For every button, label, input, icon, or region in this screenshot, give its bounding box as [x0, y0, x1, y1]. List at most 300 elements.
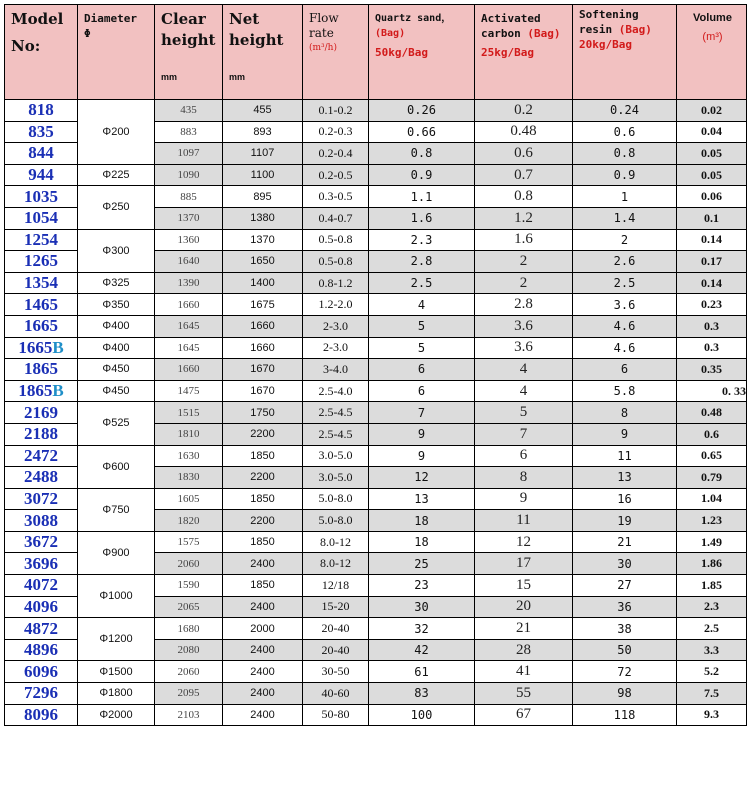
activated-carbon-cell: 0.7 — [475, 164, 573, 186]
model-cell — [5, 423, 78, 445]
header-flow-unit: (m³/h) — [309, 43, 337, 53]
header-net-unit: mm — [229, 72, 246, 82]
net-height-cell: 895 — [223, 186, 303, 208]
header-quartz-unit: (Bag) — [375, 28, 406, 39]
softening-resin-cell: 9 — [573, 423, 677, 445]
softening-resin-cell: 50 — [573, 639, 677, 661]
activated-carbon-cell: 0.8 — [475, 186, 573, 208]
header-softening-line2: resin — [579, 23, 613, 36]
header-activated-weight: 25kg/Bag — [481, 46, 534, 59]
model-number: 844 — [28, 143, 54, 163]
volume-cell: 1.85 — [677, 575, 747, 597]
net-height-cell: 1107 — [223, 143, 303, 165]
flow-rate-cell: 1.2-2.0 — [303, 294, 369, 316]
activated-carbon-cell: 1.2 — [475, 207, 573, 229]
net-height-cell: 1750 — [223, 402, 303, 424]
flow-rate-cell: 0.5-0.8 — [303, 251, 369, 273]
net-height-cell: 1850 — [223, 488, 303, 510]
clear-height-cell: 1680 — [155, 618, 223, 640]
volume-cell: 0.02 — [677, 100, 747, 122]
clear-height-cell: 1645 — [155, 315, 223, 337]
table-row — [5, 272, 747, 294]
diameter-cell: Φ1200 — [78, 618, 155, 661]
clear-height-cell: 435 — [155, 100, 223, 122]
volume-cell: 0.79 — [677, 467, 747, 489]
model-number: 1354 — [24, 273, 58, 293]
diameter-cell: Φ350 — [78, 294, 155, 316]
quartz-sand-cell: 18 — [369, 531, 475, 553]
activated-carbon-cell: 2 — [475, 272, 573, 294]
model-cell — [5, 186, 78, 208]
net-height-cell: 455 — [223, 100, 303, 122]
header-activated-unit: (Bag) — [527, 27, 561, 40]
flow-rate-cell: 50-80 — [303, 704, 369, 726]
header-model-line1: Model — [11, 10, 64, 28]
header-activated-line2: carbon — [481, 27, 521, 40]
activated-carbon-cell: 7 — [475, 423, 573, 445]
model-suffix: B — [52, 337, 64, 357]
softening-resin-cell: 38 — [573, 618, 677, 640]
flow-rate-cell: 0.2-0.3 — [303, 121, 369, 143]
table-row — [5, 100, 747, 122]
flow-rate-cell: 40-60 — [303, 683, 369, 705]
softening-resin-cell: 13 — [573, 467, 677, 489]
net-height-cell: 1850 — [223, 445, 303, 467]
model-number: 4096 — [24, 596, 58, 616]
clear-height-cell: 1475 — [155, 380, 223, 402]
model-cell — [5, 553, 78, 575]
table-row — [5, 575, 747, 597]
diameter-cell: Φ1000 — [78, 575, 155, 618]
header-diameter-line1: Diameter — [84, 12, 137, 25]
flow-rate-cell: 20-40 — [303, 639, 369, 661]
header-volume-line1: Volume — [693, 12, 732, 24]
net-height-cell: 2200 — [223, 467, 303, 489]
flow-rate-cell: 0.2-0.4 — [303, 143, 369, 165]
header-flow-line2: rate — [309, 26, 334, 40]
flow-rate-cell: 12/18 — [303, 575, 369, 597]
activated-carbon-cell: 15 — [475, 575, 573, 597]
softening-resin-cell: 2.5 — [573, 272, 677, 294]
flow-rate-cell: 2-3.0 — [303, 337, 369, 359]
activated-carbon-cell: 0.48 — [475, 121, 573, 143]
activated-carbon-cell: 21 — [475, 618, 573, 640]
quartz-sand-cell: 1.1 — [369, 186, 475, 208]
spec-table-container — [4, 4, 746, 796]
table-row — [5, 359, 747, 381]
softening-resin-cell: 1.4 — [573, 207, 677, 229]
volume-cell: 0.6 — [677, 423, 747, 445]
clear-height-cell: 2065 — [155, 596, 223, 618]
flow-rate-cell: 30-50 — [303, 661, 369, 683]
model-number: 818 — [28, 100, 54, 120]
header-flow-rate — [303, 5, 369, 100]
softening-resin-cell: 4.6 — [573, 337, 677, 359]
model-number: 3088 — [24, 510, 58, 530]
quartz-sand-cell: 32 — [369, 618, 475, 640]
model-cell — [5, 380, 78, 402]
model-number: 1865 — [18, 381, 53, 401]
diameter-cell: Φ600 — [78, 445, 155, 488]
clear-height-cell: 1645 — [155, 337, 223, 359]
diameter-cell: Φ450 — [78, 380, 155, 402]
header-clear-unit: mm — [161, 72, 178, 82]
model-cell — [5, 143, 78, 165]
model-cell — [5, 229, 78, 251]
softening-resin-cell: 98 — [573, 683, 677, 705]
flow-rate-cell: 15-20 — [303, 596, 369, 618]
header-activated-line1: Activated — [481, 12, 541, 25]
quartz-sand-cell: 1.6 — [369, 207, 475, 229]
quartz-sand-cell: 100 — [369, 704, 475, 726]
clear-height-cell: 1660 — [155, 359, 223, 381]
model-number: 2188 — [24, 424, 58, 444]
volume-cell: 1.49 — [677, 531, 747, 553]
model-cell — [5, 596, 78, 618]
model-cell — [5, 402, 78, 424]
model-cell — [5, 661, 78, 683]
quartz-sand-cell: 2.8 — [369, 251, 475, 273]
table-row — [5, 445, 747, 467]
model-number: 4896 — [24, 640, 58, 660]
softening-resin-cell: 16 — [573, 488, 677, 510]
activated-carbon-cell: 12 — [475, 531, 573, 553]
flow-rate-cell: 0.2-0.5 — [303, 164, 369, 186]
diameter-cell: Φ225 — [78, 164, 155, 186]
activated-carbon-cell: 0.6 — [475, 143, 573, 165]
table-row — [5, 315, 747, 337]
net-height-cell: 1100 — [223, 164, 303, 186]
header-softening-unit: (Bag) — [618, 23, 652, 36]
quartz-sand-cell: 2.5 — [369, 272, 475, 294]
model-number: 8096 — [24, 704, 58, 724]
activated-carbon-cell: 8 — [475, 467, 573, 489]
volume-cell: 5.2 — [677, 661, 747, 683]
clear-height-cell: 2060 — [155, 661, 223, 683]
quartz-sand-cell: 42 — [369, 639, 475, 661]
quartz-sand-cell: 30 — [369, 596, 475, 618]
flow-rate-cell: 0.1-0.2 — [303, 100, 369, 122]
volume-cell: 0.3 — [677, 337, 747, 359]
model-cell — [5, 100, 78, 122]
volume-cell: 7.5 — [677, 683, 747, 705]
flow-rate-cell: 0.3-0.5 — [303, 186, 369, 208]
softening-resin-cell: 4.6 — [573, 315, 677, 337]
flow-rate-cell: 3.0-5.0 — [303, 445, 369, 467]
quartz-sand-cell: 23 — [369, 575, 475, 597]
net-height-cell: 2400 — [223, 683, 303, 705]
diameter-cell: Φ450 — [78, 359, 155, 381]
clear-height-cell: 2103 — [155, 704, 223, 726]
quartz-sand-cell: 5 — [369, 337, 475, 359]
table-row — [5, 618, 747, 640]
volume-cell: 0. 33 — [677, 380, 747, 402]
header-quartz — [369, 5, 475, 100]
model-cell — [5, 531, 78, 553]
net-height-cell: 1400 — [223, 272, 303, 294]
model-number: 2169 — [24, 402, 58, 422]
softening-resin-cell: 0.9 — [573, 164, 677, 186]
model-cell — [5, 510, 78, 532]
quartz-sand-cell: 5 — [369, 315, 475, 337]
net-height-cell: 1670 — [223, 359, 303, 381]
header-quartz-line1: Quartz sand， — [375, 13, 452, 24]
softening-resin-cell: 72 — [573, 661, 677, 683]
activated-carbon-cell: 2.8 — [475, 294, 573, 316]
table-row — [5, 661, 747, 683]
header-net-line2: height — [229, 31, 284, 49]
quartz-sand-cell: 9 — [369, 445, 475, 467]
activated-carbon-cell: 20 — [475, 596, 573, 618]
clear-height-cell: 1605 — [155, 488, 223, 510]
activated-carbon-cell: 2 — [475, 251, 573, 273]
header-quartz-weight: 50kg/Bag — [375, 46, 428, 59]
flow-rate-cell: 2.5-4.0 — [303, 380, 369, 402]
softening-resin-cell: 8 — [573, 402, 677, 424]
quartz-sand-cell: 0.26 — [369, 100, 475, 122]
activated-carbon-cell: 9 — [475, 488, 573, 510]
clear-height-cell: 1370 — [155, 207, 223, 229]
clear-height-cell: 1390 — [155, 272, 223, 294]
table-body — [5, 100, 747, 726]
activated-carbon-cell: 3.6 — [475, 315, 573, 337]
diameter-cell: Φ750 — [78, 488, 155, 531]
net-height-cell: 893 — [223, 121, 303, 143]
header-model-line2: No: — [11, 37, 41, 55]
quartz-sand-cell: 0.66 — [369, 121, 475, 143]
softening-resin-cell: 0.8 — [573, 143, 677, 165]
activated-carbon-cell: 5 — [475, 402, 573, 424]
header-clear-line1: Clear — [161, 10, 206, 28]
softening-resin-cell: 0.6 — [573, 121, 677, 143]
model-number: 3072 — [24, 488, 58, 508]
header-net-line1: Net — [229, 10, 260, 28]
quartz-sand-cell: 12 — [369, 467, 475, 489]
volume-cell: 2.3 — [677, 596, 747, 618]
flow-rate-cell: 8.0-12 — [303, 553, 369, 575]
flow-rate-cell: 0.8-1.2 — [303, 272, 369, 294]
volume-cell: 0.65 — [677, 445, 747, 467]
model-number: 944 — [28, 165, 54, 185]
header-activated — [475, 5, 573, 100]
model-cell — [5, 207, 78, 229]
model-number: 7296 — [24, 683, 58, 703]
diameter-cell: Φ2000 — [78, 704, 155, 726]
flow-rate-cell: 3.0-5.0 — [303, 467, 369, 489]
model-cell — [5, 337, 78, 359]
model-cell — [5, 164, 78, 186]
net-height-cell: 1380 — [223, 207, 303, 229]
quartz-sand-cell: 7 — [369, 402, 475, 424]
net-height-cell: 1660 — [223, 315, 303, 337]
clear-height-cell: 1360 — [155, 229, 223, 251]
model-cell — [5, 359, 78, 381]
model-cell — [5, 683, 78, 705]
softening-resin-cell: 2.6 — [573, 251, 677, 273]
activated-carbon-cell: 1.6 — [475, 229, 573, 251]
quartz-sand-cell: 9 — [369, 423, 475, 445]
clear-height-cell: 1810 — [155, 423, 223, 445]
model-suffix: B — [52, 381, 64, 401]
net-height-cell: 1850 — [223, 531, 303, 553]
header-diameter — [78, 5, 155, 100]
model-number: 3696 — [24, 553, 58, 573]
quartz-sand-cell: 18 — [369, 510, 475, 532]
activated-carbon-cell: 17 — [475, 553, 573, 575]
volume-cell: 2.5 — [677, 618, 747, 640]
clear-height-cell: 1097 — [155, 143, 223, 165]
diameter-cell: Φ200 — [78, 100, 155, 165]
volume-cell: 0.23 — [677, 294, 747, 316]
activated-carbon-cell: 6 — [475, 445, 573, 467]
table-row — [5, 294, 747, 316]
volume-cell: 0.17 — [677, 251, 747, 273]
net-height-cell: 1650 — [223, 251, 303, 273]
net-height-cell: 2200 — [223, 510, 303, 532]
volume-cell: 3.3 — [677, 639, 747, 661]
flow-rate-cell: 8.0-12 — [303, 531, 369, 553]
table-row — [5, 164, 747, 186]
header-softening-line1: Softening — [579, 8, 639, 21]
net-height-cell: 1370 — [223, 229, 303, 251]
quartz-sand-cell: 0.8 — [369, 143, 475, 165]
header-diameter-line2: Φ — [84, 27, 91, 40]
volume-cell: 9.3 — [677, 704, 747, 726]
activated-carbon-cell: 0.2 — [475, 100, 573, 122]
volume-cell: 0.05 — [677, 143, 747, 165]
model-number: 1054 — [24, 208, 58, 228]
table-row — [5, 186, 747, 208]
diameter-cell: Φ400 — [78, 337, 155, 359]
volume-cell: 0.3 — [677, 315, 747, 337]
model-cell — [5, 272, 78, 294]
clear-height-cell: 1640 — [155, 251, 223, 273]
quartz-sand-cell: 25 — [369, 553, 475, 575]
quartz-sand-cell: 13 — [369, 488, 475, 510]
diameter-cell: Φ400 — [78, 315, 155, 337]
net-height-cell: 1670 — [223, 380, 303, 402]
flow-rate-cell: 3-4.0 — [303, 359, 369, 381]
header-clear-line2: height — [161, 31, 216, 49]
softening-resin-cell: 5.8 — [573, 380, 677, 402]
volume-cell: 1.04 — [677, 488, 747, 510]
clear-height-cell: 883 — [155, 121, 223, 143]
model-number: 3672 — [24, 532, 58, 552]
flow-rate-cell: 2-3.0 — [303, 315, 369, 337]
volume-cell: 0.48 — [677, 402, 747, 424]
table-row — [5, 337, 747, 359]
model-cell — [5, 618, 78, 640]
model-number: 2488 — [24, 467, 58, 487]
table-row — [5, 704, 747, 726]
model-cell — [5, 575, 78, 597]
volume-cell: 0.14 — [677, 272, 747, 294]
softening-resin-cell: 11 — [573, 445, 677, 467]
model-cell — [5, 488, 78, 510]
softening-resin-cell: 21 — [573, 531, 677, 553]
header-softening — [573, 5, 677, 100]
header-clear-height — [155, 5, 223, 100]
clear-height-cell: 1515 — [155, 402, 223, 424]
clear-height-cell: 1660 — [155, 294, 223, 316]
header-volume — [677, 5, 747, 100]
net-height-cell: 2400 — [223, 639, 303, 661]
flow-rate-cell: 5.0-8.0 — [303, 510, 369, 532]
quartz-sand-cell: 83 — [369, 683, 475, 705]
model-cell — [5, 315, 78, 337]
diameter-cell: Φ900 — [78, 531, 155, 574]
volume-cell: 1.86 — [677, 553, 747, 575]
quartz-sand-cell: 6 — [369, 359, 475, 381]
model-number: 2472 — [24, 445, 58, 465]
clear-height-cell: 885 — [155, 186, 223, 208]
diameter-cell: Φ525 — [78, 402, 155, 445]
activated-carbon-cell: 3.6 — [475, 337, 573, 359]
model-number: 1665 — [18, 337, 53, 357]
volume-cell: 0.1 — [677, 207, 747, 229]
volume-cell: 0.35 — [677, 359, 747, 381]
quartz-sand-cell: 6 — [369, 380, 475, 402]
activated-carbon-cell: 4 — [475, 359, 573, 381]
header-softening-weight: 20kg/Bag — [579, 38, 632, 51]
volume-cell: 0.14 — [677, 229, 747, 251]
filter-spec-table — [4, 4, 747, 726]
softening-resin-cell: 6 — [573, 359, 677, 381]
net-height-cell: 2400 — [223, 596, 303, 618]
table-row — [5, 488, 747, 510]
clear-height-cell: 1090 — [155, 164, 223, 186]
model-cell — [5, 445, 78, 467]
model-cell — [5, 121, 78, 143]
table-row — [5, 229, 747, 251]
table-row — [5, 380, 747, 402]
softening-resin-cell: 3.6 — [573, 294, 677, 316]
clear-height-cell: 1830 — [155, 467, 223, 489]
diameter-cell: Φ1800 — [78, 683, 155, 705]
diameter-cell: Φ325 — [78, 272, 155, 294]
quartz-sand-cell: 2.3 — [369, 229, 475, 251]
model-number: 1254 — [24, 229, 58, 249]
activated-carbon-cell: 41 — [475, 661, 573, 683]
net-height-cell: 2400 — [223, 704, 303, 726]
softening-resin-cell: 30 — [573, 553, 677, 575]
model-number: 835 — [28, 121, 54, 141]
volume-cell: 1.23 — [677, 510, 747, 532]
net-height-cell: 2000 — [223, 618, 303, 640]
model-number: 1665 — [24, 316, 58, 336]
flow-rate-cell: 20-40 — [303, 618, 369, 640]
table-row — [5, 531, 747, 553]
volume-cell: 0.06 — [677, 186, 747, 208]
table-row — [5, 402, 747, 424]
softening-resin-cell: 0.24 — [573, 100, 677, 122]
model-number: 1865 — [24, 359, 58, 379]
activated-carbon-cell: 55 — [475, 683, 573, 705]
model-number: 4072 — [24, 575, 58, 595]
model-cell — [5, 294, 78, 316]
diameter-cell: Φ300 — [78, 229, 155, 272]
net-height-cell: 2400 — [223, 661, 303, 683]
header-net-height — [223, 5, 303, 100]
net-height-cell: 1660 — [223, 337, 303, 359]
clear-height-cell: 1575 — [155, 531, 223, 553]
table-row — [5, 683, 747, 705]
model-cell — [5, 704, 78, 726]
model-cell — [5, 467, 78, 489]
softening-resin-cell: 19 — [573, 510, 677, 532]
volume-cell: 0.04 — [677, 121, 747, 143]
softening-resin-cell: 118 — [573, 704, 677, 726]
